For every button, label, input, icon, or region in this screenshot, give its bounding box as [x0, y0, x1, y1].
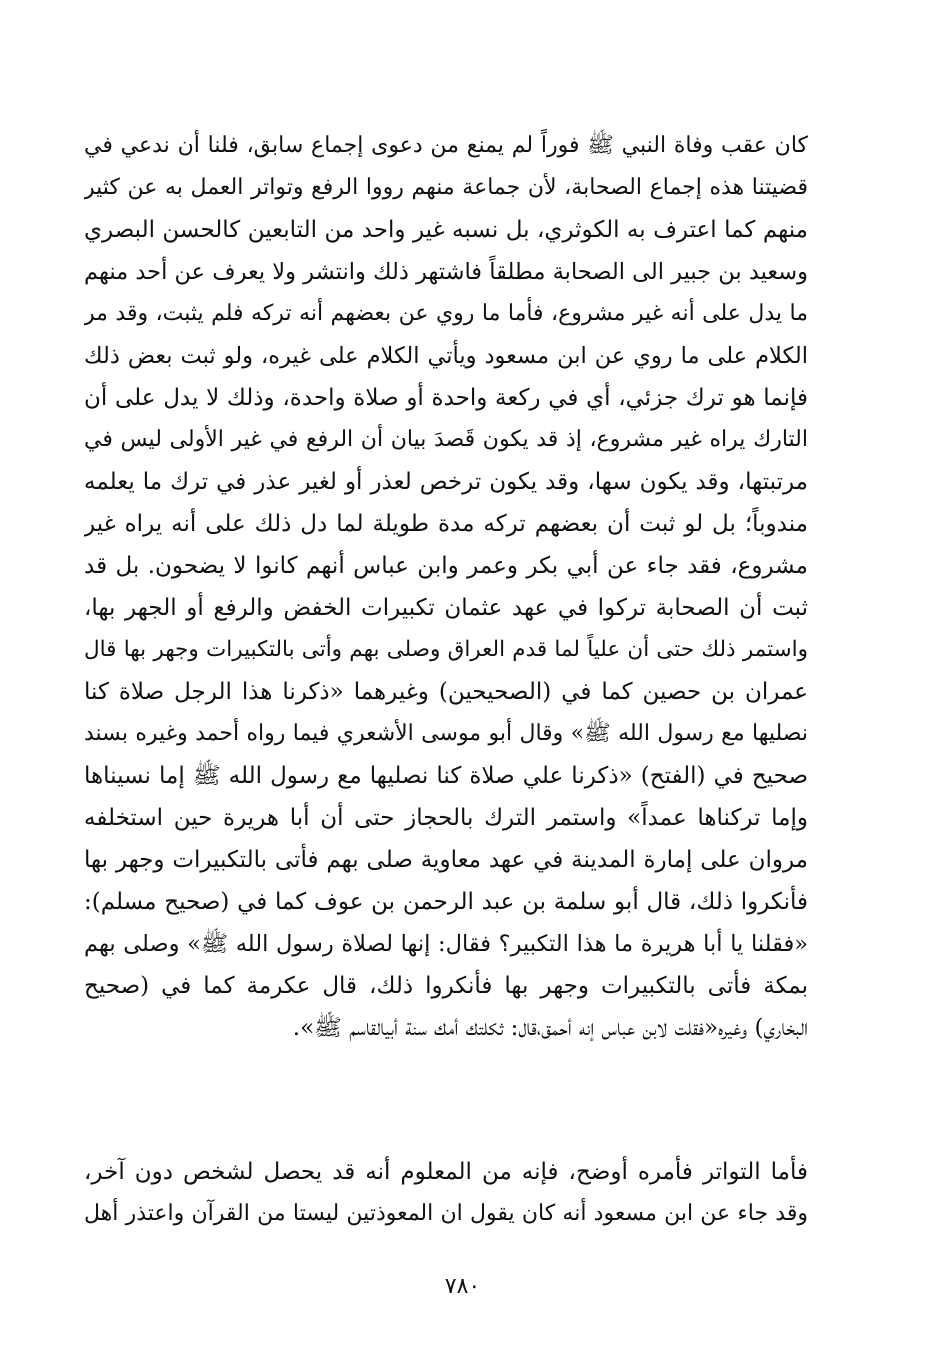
- text-line: مندوباً؛ بل لو ثبت أن بعضهم تركه مدة طويلة لما دل ذلك على أنه يراه غير: [84, 511, 808, 537]
- text-line: نصليها مع رسول الله ﷺ» وقال أبو موسى الأشعري فيما رواه أحمد وغيره بسند: [84, 721, 808, 746]
- text-line: وقد جاء عن ابن مسعود أنه كان يقول ان المعوذتين ليستا من القرآن واعتذر أهل: [84, 1201, 808, 1226]
- text-line: فأما التواتر فأمره أوضح، فإنه من المعلوم أنه قد يحصل لشخص دون آخر،: [84, 1159, 808, 1185]
- paragraph-main: [84, 125, 808, 1049]
- text-line: ما يدل على أنه غير مشروع، فأما ما روي عن بعضهم أنه تركه فلم يثبت، وقد مر: [84, 301, 808, 326]
- text-line: كان عقب وفاة النبي ﷺ فوراً لم يمنع من دعوى إجماع سابق، فلنا أن ندعي في: [84, 133, 808, 158]
- text-line: الكلام على ما روي عن ابن مسعود ويأتي الكلام على غيره، ولو ثبت بعض ذلك: [84, 343, 808, 369]
- text-line: واستمر ذلك حتى أن علياً لما قدم العراق وصلى بهم وأتى بالتكبيرات وجهر بها قال: [84, 637, 808, 662]
- text-line: وإما تركناها عمداً» واستمر الترك بالحجاز حتى أن أبا هريرة حين استخلفه: [84, 805, 808, 831]
- text-line: مرتبتها، وقد يكون سها، وقد يكون ترخص لعذر أو لغير عذر في ترك ما يعلمه: [84, 469, 808, 495]
- text-line: صحيح في (الفتح) «ذكرنا علي صلاة كنا نصليها مع رسول الله ﷺ إما نسيناها: [84, 763, 808, 789]
- paragraph-second: [84, 1151, 808, 1235]
- text-line: مروان على إمارة المدينة في عهد معاوية صلى بهم فأتى بالتكبيرات وجهر بها: [84, 847, 808, 873]
- text-line: ثبت أن الصحابة تركوا في عهد عثمان تكبيرات الخفض والرفع أو الجهر بها،: [84, 595, 808, 621]
- text-line: «فقلنا يا أبا هريرة ما هذا التكبير؟ فقال: إنها لصلاة رسول الله ﷺ» وصلى بهم: [84, 931, 808, 957]
- text-line: البخاري) وغيره«فقلت لابن عباس إنه أحمق،قال: ثكلتك أمك سنة أبيالقاسم ﷺ».: [292, 1015, 808, 1041]
- text-line: عمران بن حصين كما في (الصحيحين) وغيرهما «ذكرنا هذا الرجل صلاة كنا: [84, 679, 808, 705]
- text-line: التارك يراه غير مشروع، إذ قد يكون قَصدَ بيان أن الرفع في غير الأولى ليس في: [84, 427, 808, 452]
- text-line: بمكة فأتى بالتكبيرات وجهر بها فأنكروا ذلك، قال عكرمة كما في (صحيح: [84, 973, 808, 999]
- text-line: قضيتنا هذه إجماع الصحابة، لأن جماعة منهم رووا الرفع وتواتر العمل به عن كثير: [84, 175, 808, 200]
- text-line: وسعيد بن جبير الى الصحابة مطلقاً فاشتهر ذلك وانتشر ولا يعرف عن أحد منهم: [84, 259, 808, 285]
- text-line: فإنما هو ترك جزئي، أي في ركعة واحدة أو صلاة واحدة، وذلك لا يدل على أن: [84, 385, 808, 411]
- page-number: ٧٨٠: [444, 1274, 481, 1299]
- text-line: فأنكروا ذلك، قال أبو سلمة بن عبد الرحمن بن عوف كما في (صحيح مسلم):: [84, 889, 808, 915]
- text-line: منهم كما اعترف به الكوثري، بل نسبه غير واحد من التابعين كالحسن البصري: [84, 217, 808, 243]
- text-line: مشروع، فقد جاء عن أبي بكر وعمر وابن عباس أنهم كانوا لا يضحون. بل قد: [84, 553, 808, 579]
